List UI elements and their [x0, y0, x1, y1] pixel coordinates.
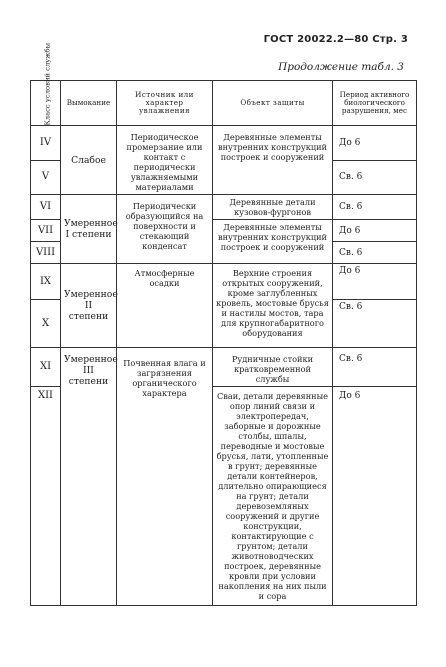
period-cell: Св. 6	[333, 348, 417, 387]
humidity-cell: Умеренное III степени	[61, 348, 117, 606]
object-cell: Деревянные детали кузовов-фургонов	[213, 195, 333, 220]
table-row	[31, 195, 417, 220]
period-cell: До 6	[333, 220, 417, 242]
object-cell: Рудничные стойки кратковременной службы	[213, 348, 333, 387]
col-header-humidity: Вымокание	[61, 81, 117, 126]
object-cell: Деревянные элементы внутренних конструкций построек и сооружений	[213, 126, 333, 195]
col-header-period: Период активного биологического разрушения, мес	[333, 81, 417, 126]
col-header-source: Источник или характер увлажнения	[117, 81, 213, 126]
col-header-object: Объект защиты	[213, 81, 333, 126]
table-row	[31, 264, 417, 300]
table-continued-caption: Продолжение табл. 3	[278, 61, 404, 73]
humidity-cell: Умеренное I степени	[61, 195, 117, 264]
table-row	[31, 126, 417, 161]
period-cell: До 6	[333, 387, 417, 606]
class-cell: VI	[31, 195, 61, 220]
source-cell: Почвенная влага и загрязнения органического характера	[117, 348, 213, 606]
source-cell: Периодически образующийся на поверхности и стекающий конденсат	[117, 195, 213, 264]
class-cell: VII	[31, 220, 61, 242]
source-cell: Атмосферные осадки	[117, 264, 213, 348]
object-cell: Сваи, детали деревянные опор линий связи и электропередач, заборные и дорожные столбы, шпалы, переводные и мостовые брусья, лати, утопленные в грунт; деревянные детали контейнеров, длительно опирающиеся на грунт; детали деревоземляных сооружений и другие конструкции, контактирующие с грунтом; детали животноводческих построек, деревянные кровли при условии накопления на них пыли и сора	[213, 387, 333, 606]
humidity-cell: Слабое	[61, 126, 117, 195]
period-cell: Св. 6	[333, 195, 417, 220]
period-cell: Св. 6	[333, 300, 417, 348]
source-cell: Периодическое промерзание или контакт с периодически увлажняемыми материалами	[117, 126, 213, 195]
object-cell: Верхние строения открытых сооружений, кроме заглубленных кровель, мостовые брусья и настилы мостов, тара для крупногабаритного оборудования	[213, 264, 333, 348]
col-header-class: Класс условий службы	[31, 81, 61, 126]
page-header: ГОСТ 20022.2—80 Стр. 3	[263, 34, 408, 45]
class-cell: XI	[31, 348, 61, 387]
period-cell: До 6	[333, 126, 417, 161]
period-cell: Св. 6	[333, 160, 417, 195]
table-row	[31, 348, 417, 387]
class-cell: VIII	[31, 242, 61, 264]
class-cell: X	[31, 300, 61, 348]
period-cell: Св. 6	[333, 242, 417, 264]
table-header-row	[31, 81, 417, 126]
humidity-cell: Умеренное II степени	[61, 264, 117, 348]
class-cell: IX	[31, 264, 61, 300]
class-cell: XII	[31, 387, 61, 606]
class-cell: V	[31, 160, 61, 195]
period-cell: До 6	[333, 264, 417, 300]
object-cell: Деревянные элементы внутренних конструкций построек и сооружений	[213, 220, 333, 264]
class-cell: IV	[31, 126, 61, 161]
